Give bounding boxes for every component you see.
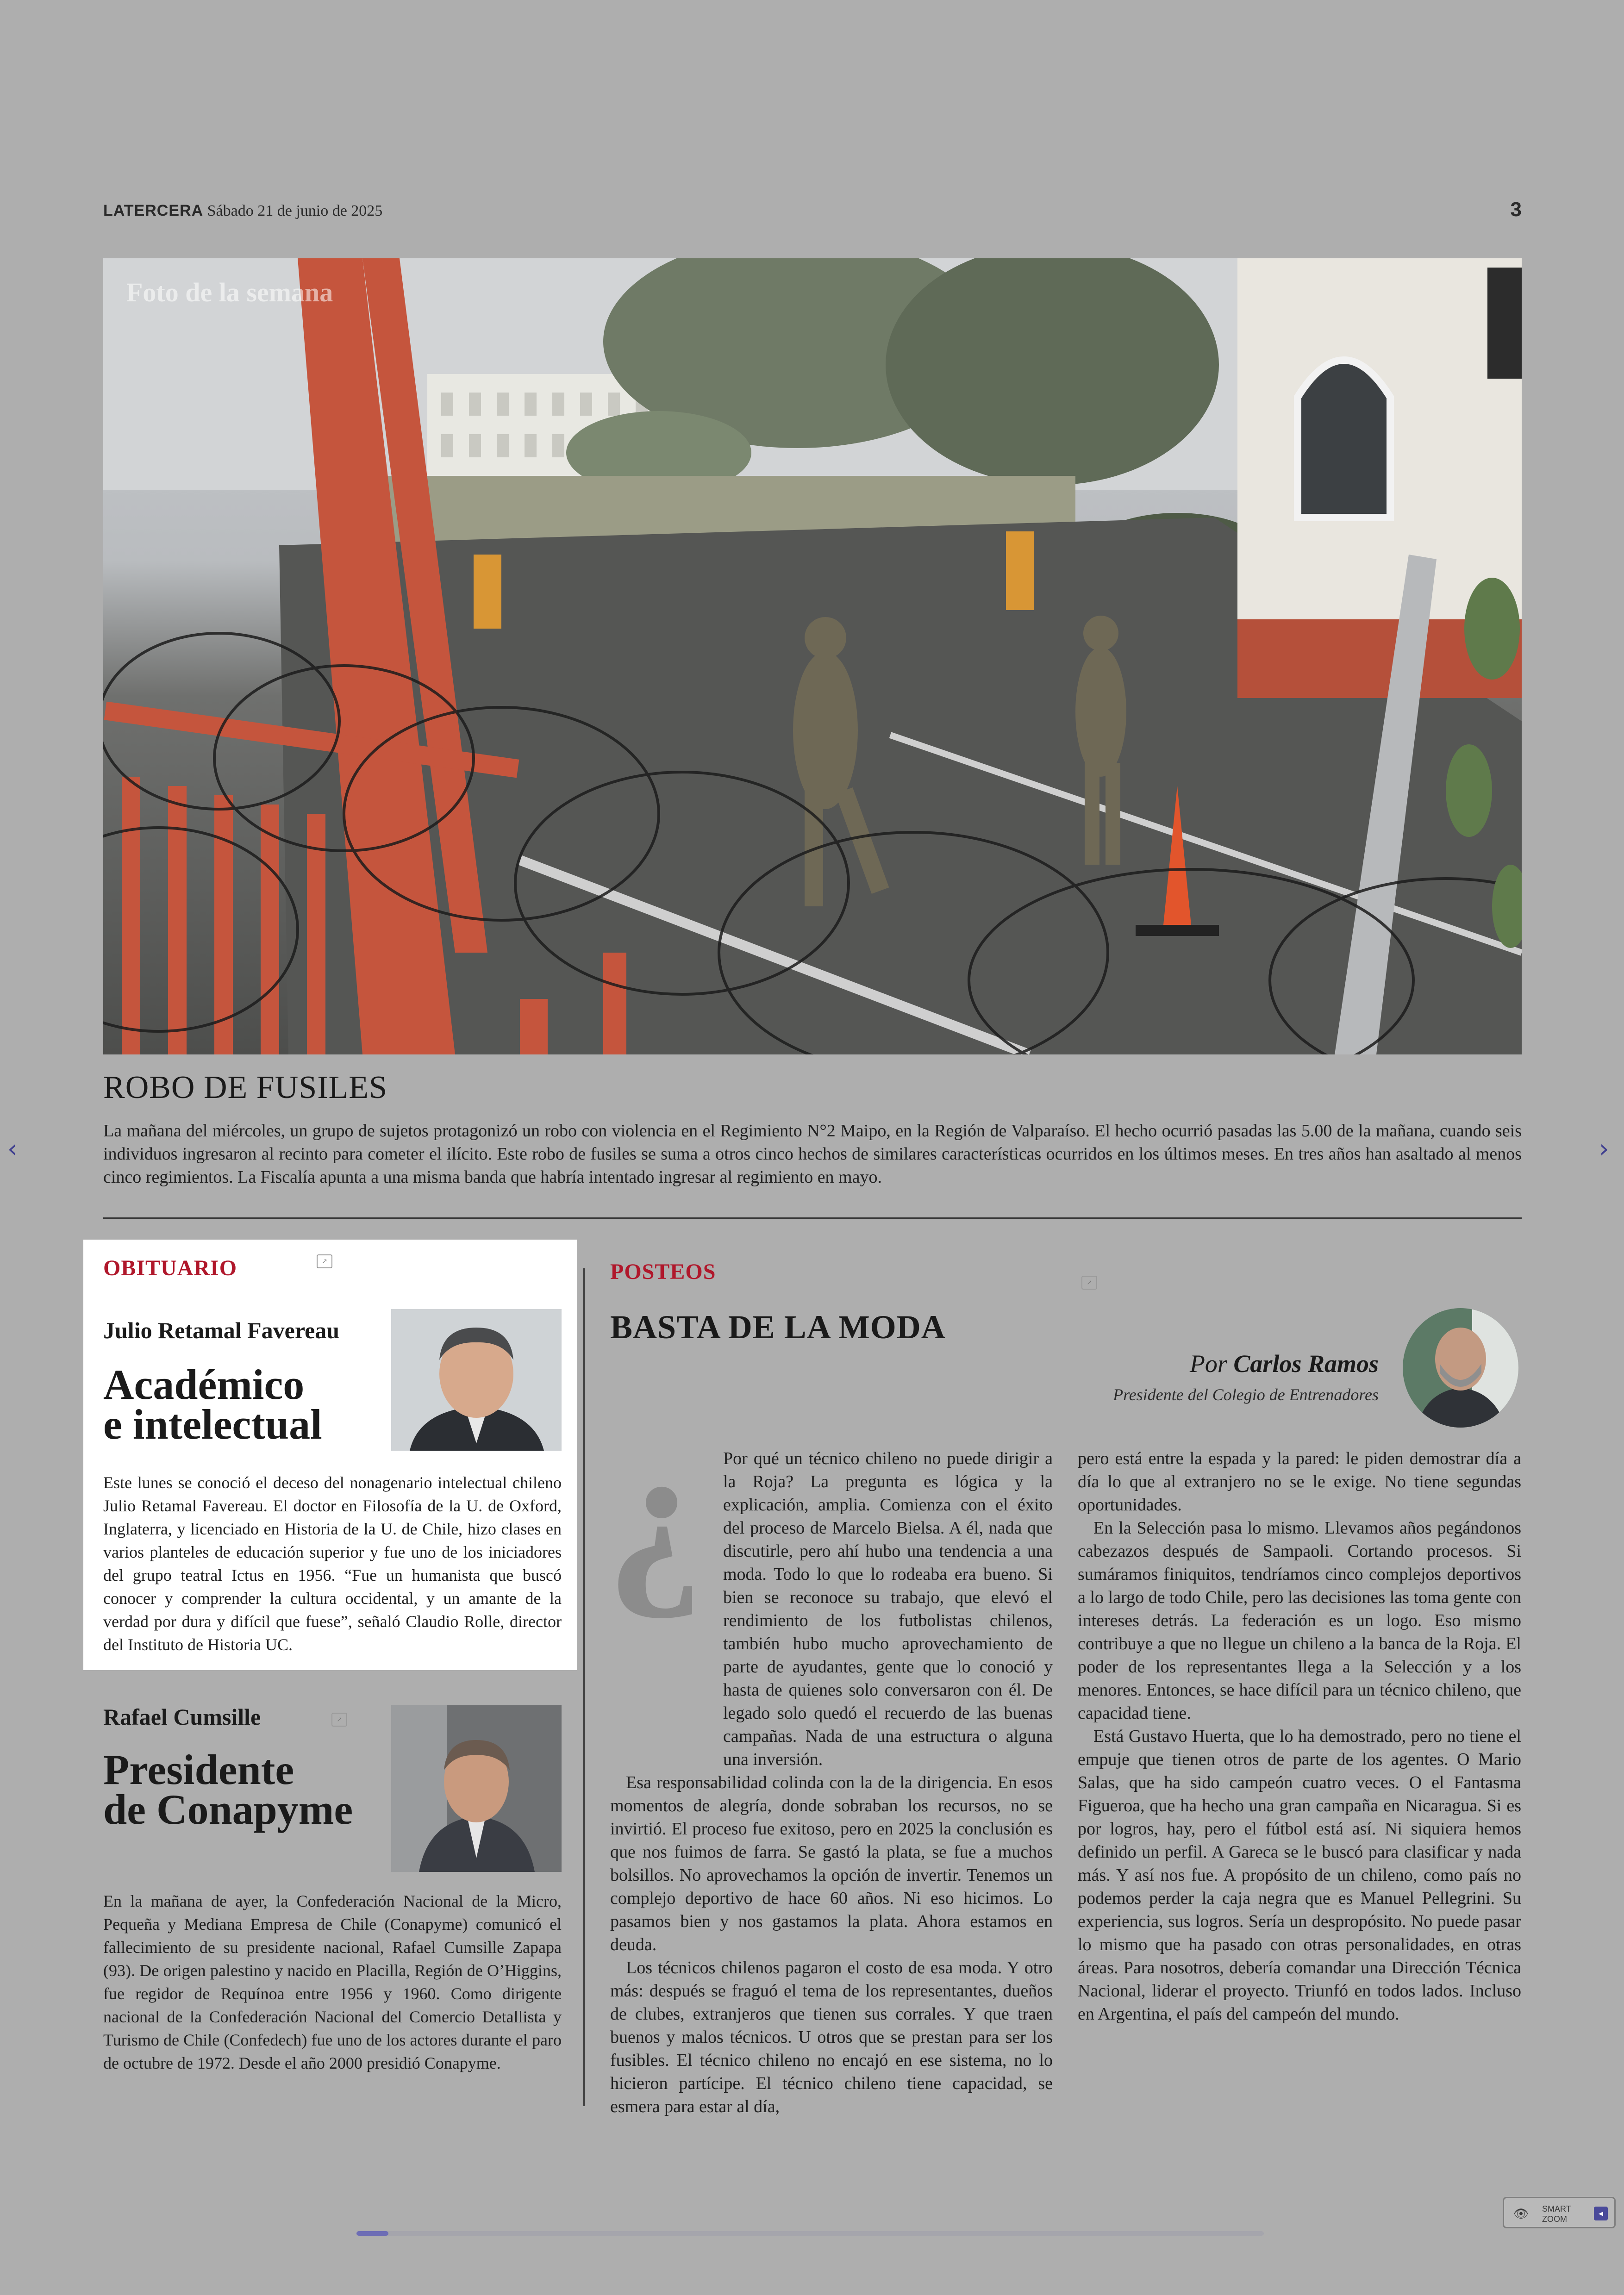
photo-illustration — [103, 258, 1522, 1054]
portrait-1-illustration — [391, 1309, 562, 1451]
next-page-arrow[interactable]: › — [1599, 1134, 1609, 1163]
issue-date: Sábado 21 de junio de 2025 — [207, 202, 383, 219]
smart-zoom-toggle-icon[interactable]: ◂ — [1594, 2207, 1608, 2220]
author-role: Presidente del Colegio de Entrenadores — [1113, 1385, 1379, 1404]
author-portrait-illustration — [1403, 1308, 1518, 1428]
eye-icon: 👁 — [1513, 2207, 1529, 2220]
column-1-paragraph-1: Por qué un técnico chileno no puede dirigir a la Roja? La pregunta es lógica y la explicación, amplia. Comienza con el éxito del proceso de Marcelo Bielsa. A él, nada que discutirle, pero ahí hubo una tendencia a una moda. Todo lo que lo rodeaba era bueno. Si bien se reconoce su trabajo, que elevó el rendimiento de los futbolistas chilenos, también hubo mucho aprovechamiento de parte de ayudantes, gente que lo conoció y hasta de quienes solo conversaron con él. De legado solo quedó el recuerdo de las buenas campañas. Nada de una estructura o alguna una inversión. — [723, 1449, 1053, 1769]
byline-author: Carlos Ramos — [1233, 1350, 1379, 1378]
author-portrait — [1403, 1308, 1518, 1428]
column-2 — [1078, 1447, 1521, 2026]
obituary-title-2 — [103, 1746, 353, 1833]
column-divider — [583, 1268, 585, 2106]
obituary-body-2: En la mañana de ayer, la Confederación Nacional de la Micro, Pequeña y Mediana Empresa de Chile (Conapyme) comunicó el fallecimiento de su presidente nacional, Rafael Cumsille Zapapa (93). De origen palestino y nacido en Placilla, Región de O’Higgins, fue regidor de Requínoa entre 1956 y 1960. Como dirigente nacional de la Confederación Nacional del Comercio Detallista y Turismo de Chile (Confedech) fue uno de los actores durante el paro de octubre de 1972. Desde el año 2000 presidió Conapyme. — [103, 1892, 562, 2072]
smart-zoom-label-line1: SMART — [1542, 2204, 1571, 2214]
page-progress-track[interactable] — [356, 2231, 1264, 2236]
photo-overlay-title: Foto de la semana — [126, 277, 333, 307]
obituary-title-1 — [103, 1361, 322, 1448]
obituary-body-1: Este lunes se conoció el deceso del nonagenario intelectual chileno Julio Retamal Favereau. El doctor en Filosofía de la U. de Oxford, Inglaterra, y licenciado en Historia de la U. de Chile, hizo clases en varios planteles de educación superior y fue uno de los iniciadores del grupo teatral Ictus en 1956. “Fue un humanista que buscó conocer y comprender la cultura occidental, y un amante de la verdad por dura y difícil que fuese”, señaló Claudio Rolle, director del Instituto de Historia UC. — [103, 1473, 562, 1654]
dropcap: ¿ — [606, 1405, 704, 1620]
obituary-title-2-line1: Presidente — [103, 1746, 294, 1793]
column-1-paragraph-3: Los técnicos chilenos pagaron el costo de esa moda. Y otro más: después se fraguó el tema de los representantes, dueños de clubes, extranjeros que tienen sus corrales. Y que traen buenos y malos técnicos. U otros que se prestan para ser los fusibles. El técnico chileno no encajó en ese sistema, no lo hicieron partícipe. El técnico chileno tiene capacidad, se esmera para estar al día, — [610, 1958, 1053, 2116]
main-photo — [103, 258, 1522, 1054]
masthead — [103, 198, 1522, 225]
obituary-title-1-line2: e intelectual — [103, 1401, 322, 1448]
main-headline: ROBO DE FUSILES — [103, 1070, 387, 1105]
column-1-paragraph-2: Esa responsabilidad colinda con la de la dirigencia. En esos momentos de alegría, donde sobraban los recursos, no se invirtió. El proceso fue exitoso, pero en 2025 la conclusión es que nos fuimos de farra. Se gastó la plata, se fue a muchos bolsillos. No aprovechamos la opción de invertir. Tenemos un complejo deportivo de hace 60 años. Ni eso hicimos. Lo pasamos bien y nos gastamos la plata. Ahora estamos en deuda. — [610, 1773, 1053, 1954]
obituary-name-1: Julio Retamal Favereau — [103, 1317, 340, 1343]
obituario-label: OBITUARIO — [103, 1256, 237, 1280]
obituary-title-2-line2: de Conapyme — [103, 1786, 353, 1833]
column-1 — [610, 1447, 1053, 2118]
smart-zoom-label-line2: ZOOM — [1542, 2214, 1567, 2224]
obituary-title-1-line1: Académico — [103, 1361, 305, 1408]
byline — [1190, 1349, 1379, 1378]
article-link-icon[interactable]: ↗ — [317, 1254, 332, 1268]
prev-page-arrow[interactable]: ‹ — [7, 1134, 18, 1163]
posteos-label: POSTEOS — [610, 1260, 716, 1284]
page-progress-fill — [356, 2231, 388, 2236]
column-2-paragraph-2: En la Selección pasa lo mismo. Llevamos años pegándonos cabezazos después de Sampaoli. Cortando procesos. Si sumáramos finiquitos, tendríamos cinco complejos deportivos a lo largo de todo Chile, pero las decisiones las toma gente con intereses detrás. La federación es un logo. Eso mismo contribuye a que no llegue un chileno a la banca de la Roja. El poder de los representantes llega a la Selección y a los menores. Entonces, se hace difícil para un técnico chileno, que capacidad tiene. — [1078, 1518, 1521, 1723]
newspaper-brand: LATERCERA — [103, 202, 204, 219]
main-caption: La mañana del miércoles, un grupo de sujetos protagonizó un robo con violencia en el Regimiento N°2 Maipo, en la Región de Valparaíso. El hecho ocurrió pasadas las 5.00 de la mañana, cuando seis individuos ingresaron al recinto para cometer el ilícito. Este robo de fusiles se suma a otros cinco hechos de similares características ocurridos en los últimos meses. En tres años han asaltado al menos cinco regimientos. La Fiscalía apunta a una misma banda que habría intentado ingresar al regimiento en mayo. — [103, 1121, 1522, 1187]
column-2-paragraph-3: Está Gustavo Huerta, que lo ha demostrado, pero no tiene el empuje que tienen otros de parte de los agentes. O Mario Salas, que ha sido campeón cuatro veces. O el Fantasma Figueroa, que ha hecho una gran campaña en Nicaragua. Si es por logros, hay, pero el fútbol está así. Ni siquiera hemos definido un perfil. A Gareca se le buscó para clasificar y nada más. Y así nos fue. A propósito de un chileno, como país no podemos perder la caja negra que es Manuel Pellegrini. Su experiencia, sus logros. Sería un despropósito. No puede pasar lo mismo que ha pasado con otras personalidades, en otras áreas. Para nosotros, debería comandar una Dirección Técnica Nacional, liderar el proyecto. Triunfó en todos lados. Incluso en Argentina, el país del campeón del mundo. — [1078, 1727, 1521, 2024]
article-link-icon-3[interactable]: ↗ — [1081, 1276, 1097, 1290]
posteos-headline: BASTA DE LA MODA — [610, 1309, 946, 1346]
byline-prefix: Por — [1189, 1350, 1227, 1378]
smart-zoom-label — [1542, 2204, 1571, 2224]
portrait-rafael-cumsille — [391, 1705, 562, 1872]
portrait-2-illustration — [391, 1705, 562, 1872]
portrait-julio-retamal — [391, 1309, 562, 1451]
section-divider — [103, 1217, 1522, 1219]
obituary-name-2: Rafael Cumsille — [103, 1704, 261, 1730]
column-2-paragraph-1: pero está entre la espada y la pared: le piden demostrar día a día lo que al extranjero no se le exige. No tiene segundas oportunidades. — [1078, 1449, 1521, 1515]
article-link-icon-2[interactable]: ↗ — [331, 1713, 347, 1727]
page-number: 3 — [1510, 198, 1522, 221]
smart-zoom-button[interactable] — [1503, 2197, 1616, 2228]
